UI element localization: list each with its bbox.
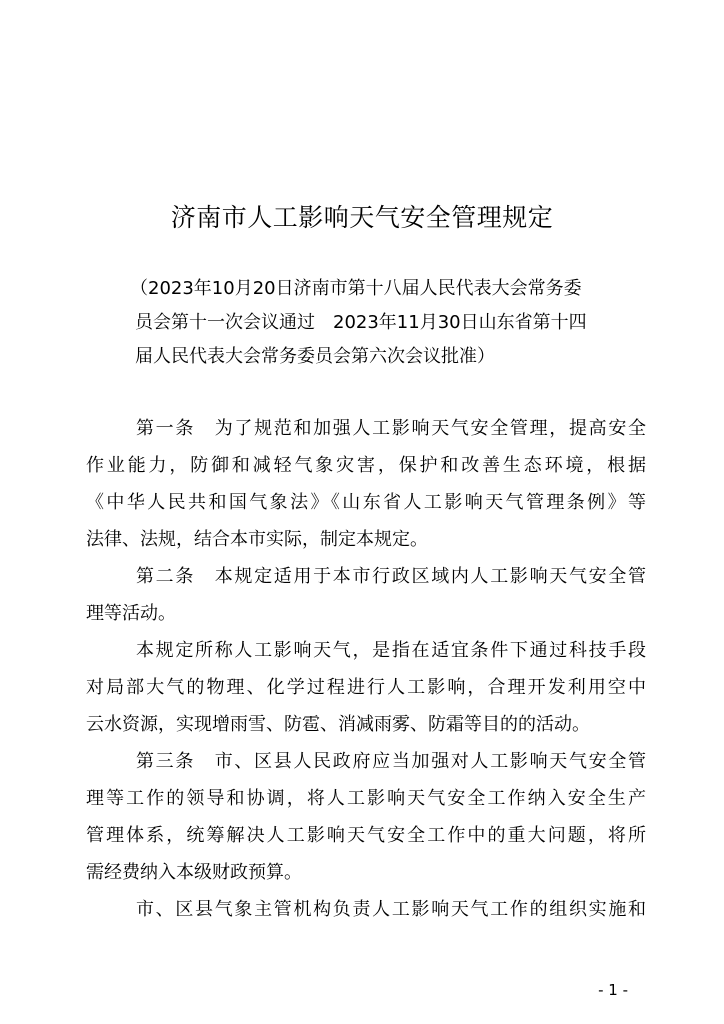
document-title: 济南市人工影响天气安全管理规定: [170, 203, 554, 232]
article-2-paragraph-line: 云水资源，实现增雨雪、防雹、消减雨雾、防霜等目的的活动。: [86, 714, 590, 735]
adoption-note-line: 届人民代表大会常务委员会第六次会议批准）: [135, 346, 495, 367]
page-number: - 1 -: [598, 981, 628, 999]
document-body: [86, 410, 646, 928]
article-3-line: 第三条 市、区县人民政府应当加强对人工影响天气安全管: [136, 751, 646, 772]
article-1-line: 作业能力，防御和减轻气象灾害，保护和改善生态环境，根据: [86, 455, 646, 476]
article-1-line: 《中华人民共和国气象法》《山东省人工影响天气管理条例》等: [86, 492, 646, 513]
article-1-line: 第一条 为了规范和加强人工影响天气安全管理，提高安全: [136, 418, 646, 439]
adoption-note-line: （2023年10月20日济南市第十八届人民代表大会常务委: [130, 278, 582, 299]
article-3-line: 需经费纳入本级财政预算。: [86, 862, 302, 883]
article-2-paragraph-line: 本规定所称人工影响天气，是指在适宜条件下通过科技手段: [136, 640, 646, 661]
article-2-line: 理等活动。: [86, 603, 176, 624]
adoption-note: [130, 272, 610, 374]
article-3-line: 理等工作的领导和协调，将人工影响天气安全工作纳入安全生产: [86, 788, 646, 809]
article-1-line: 法律、法规，结合本市实际，制定本规定。: [86, 529, 428, 550]
article-3-paragraph-line: 市、区县气象主管机构负责人工影响天气工作的组织实施和: [136, 899, 646, 920]
article-3-line: 管理体系，统筹解决人工影响天气安全工作中的重大问题，将所: [86, 825, 646, 846]
article-2-paragraph-line: 对局部大气的物理、化学过程进行人工影响，合理开发利用空中: [86, 677, 646, 698]
article-2-line: 第二条 本规定适用于本市行政区域内人工影响天气安全管: [136, 566, 646, 587]
adoption-note-line: 员会第十一次会议通过 2023年11月30日山东省第十四: [135, 312, 587, 333]
